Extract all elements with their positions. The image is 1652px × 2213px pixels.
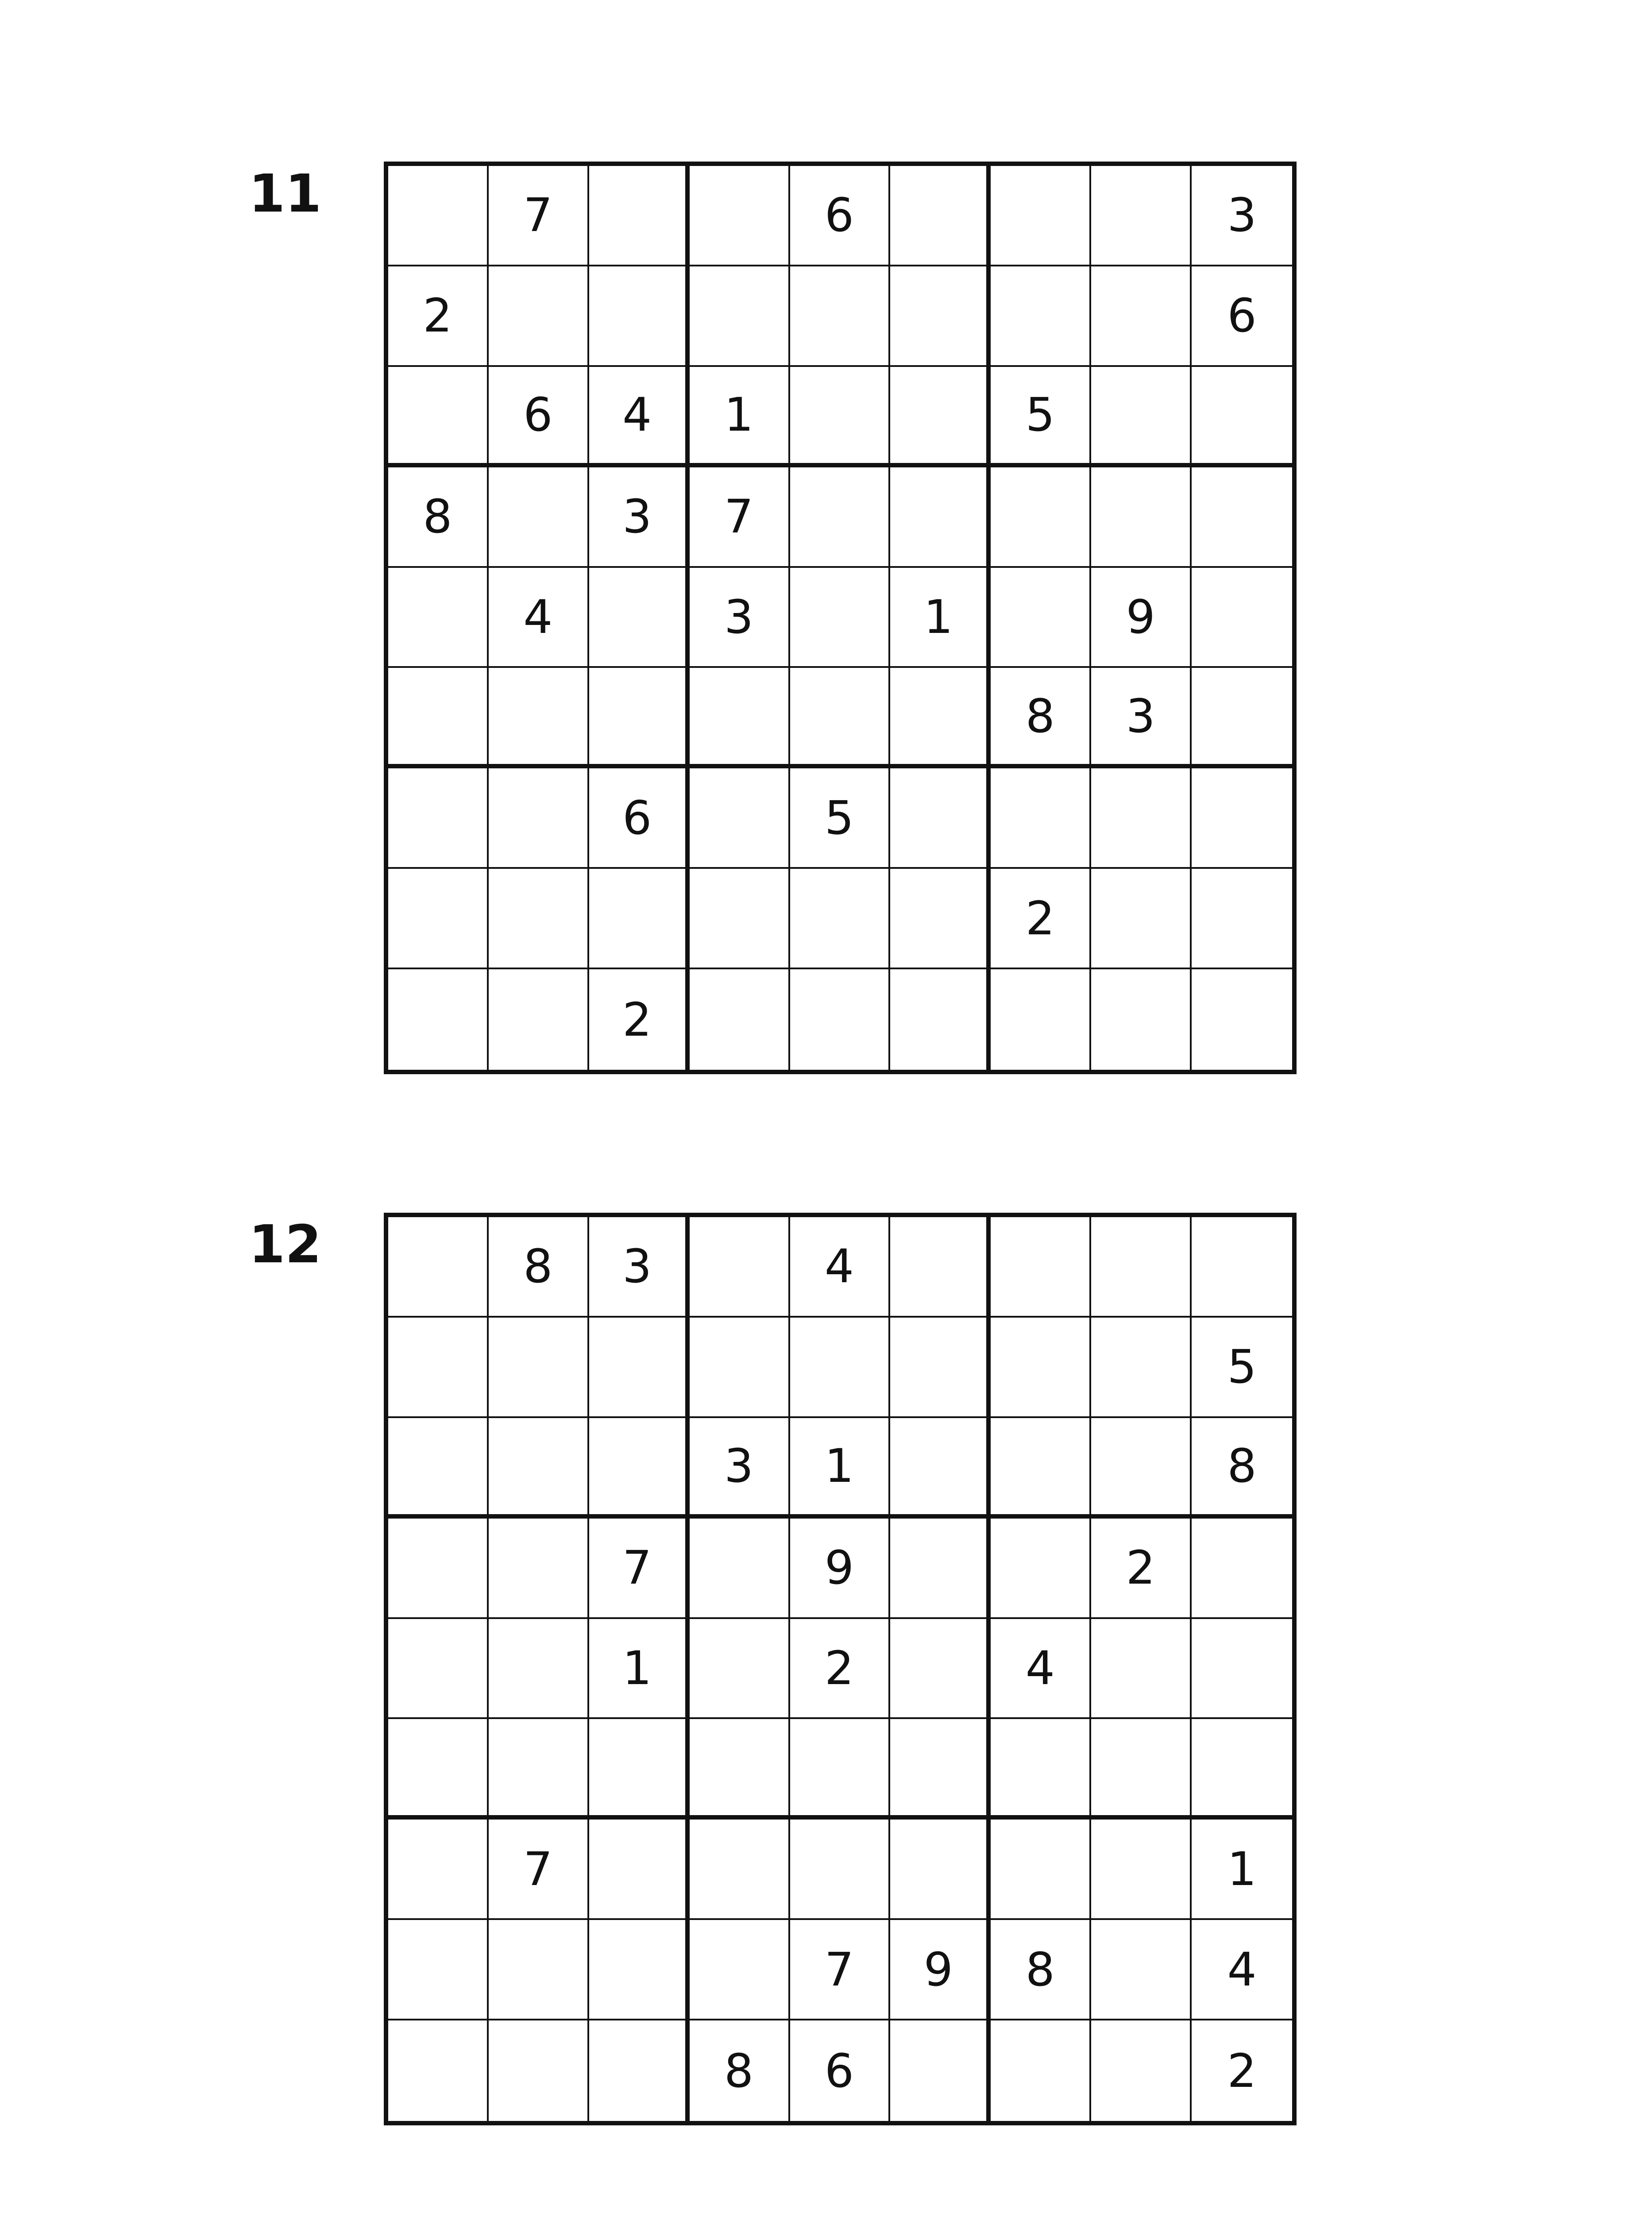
- given-cell: 9: [890, 1920, 991, 2020]
- given-cell: 6: [489, 367, 589, 467]
- empty-cell[interactable]: [1091, 1820, 1192, 1920]
- empty-cell[interactable]: [388, 568, 489, 668]
- empty-cell[interactable]: [1091, 869, 1192, 969]
- given-cell: 6: [790, 166, 891, 266]
- empty-cell[interactable]: [1091, 768, 1192, 869]
- empty-cell[interactable]: [991, 1418, 1091, 1519]
- empty-cell[interactable]: [790, 367, 891, 467]
- empty-cell[interactable]: [388, 668, 489, 768]
- sudoku-grid: [384, 162, 1297, 1074]
- given-cell: 4: [790, 1217, 891, 1318]
- empty-cell[interactable]: [890, 1619, 991, 1720]
- given-cell: 2: [589, 969, 690, 1070]
- empty-cell[interactable]: [991, 969, 1091, 1070]
- empty-cell[interactable]: [991, 1519, 1091, 1619]
- empty-cell[interactable]: [890, 1820, 991, 1920]
- empty-cell[interactable]: [790, 668, 891, 768]
- given-cell: 7: [690, 467, 790, 568]
- empty-cell[interactable]: [790, 869, 891, 969]
- empty-cell[interactable]: [1192, 568, 1292, 668]
- given-cell: 5: [1192, 1318, 1292, 1418]
- empty-cell[interactable]: [790, 568, 891, 668]
- given-cell: 8: [489, 1217, 589, 1318]
- empty-cell[interactable]: [589, 1820, 690, 1920]
- empty-cell[interactable]: [1192, 367, 1292, 467]
- empty-cell[interactable]: [388, 2020, 489, 2121]
- empty-cell[interactable]: [890, 1318, 991, 1418]
- empty-cell[interactable]: [1192, 1719, 1292, 1820]
- empty-cell[interactable]: [890, 166, 991, 266]
- given-cell: 9: [790, 1519, 891, 1619]
- empty-cell[interactable]: [489, 266, 589, 367]
- empty-cell[interactable]: [489, 1318, 589, 1418]
- empty-cell[interactable]: [1091, 1318, 1192, 1418]
- empty-cell[interactable]: [890, 2020, 991, 2121]
- empty-cell[interactable]: [388, 869, 489, 969]
- empty-cell[interactable]: [690, 668, 790, 768]
- empty-cell[interactable]: [1091, 2020, 1192, 2121]
- empty-cell[interactable]: [388, 1217, 489, 1318]
- empty-cell[interactable]: [991, 768, 1091, 869]
- given-cell: 3: [589, 1217, 690, 1318]
- empty-cell[interactable]: [991, 467, 1091, 568]
- empty-cell[interactable]: [690, 1318, 790, 1418]
- given-cell: 7: [489, 166, 589, 266]
- empty-cell[interactable]: [489, 1719, 589, 1820]
- empty-cell[interactable]: [388, 1318, 489, 1418]
- empty-cell[interactable]: [991, 568, 1091, 668]
- empty-cell[interactable]: [589, 1719, 690, 1820]
- empty-cell[interactable]: [1091, 266, 1192, 367]
- empty-cell[interactable]: [1091, 467, 1192, 568]
- given-cell: 5: [790, 768, 891, 869]
- empty-cell[interactable]: [489, 1418, 589, 1519]
- empty-cell[interactable]: [388, 768, 489, 869]
- empty-cell[interactable]: [1091, 1719, 1192, 1820]
- empty-cell[interactable]: [589, 568, 690, 668]
- given-cell: 6: [589, 768, 690, 869]
- empty-cell[interactable]: [1091, 969, 1192, 1070]
- empty-cell[interactable]: [890, 1418, 991, 1519]
- given-cell: 2: [790, 1619, 891, 1720]
- empty-cell[interactable]: [1192, 768, 1292, 869]
- given-cell: 4: [1192, 1920, 1292, 2020]
- empty-cell[interactable]: [388, 1519, 489, 1619]
- given-cell: 1: [790, 1418, 891, 1519]
- empty-cell[interactable]: [890, 869, 991, 969]
- given-cell: 4: [991, 1619, 1091, 1720]
- empty-cell[interactable]: [388, 1820, 489, 1920]
- empty-cell[interactable]: [790, 1719, 891, 1820]
- empty-cell[interactable]: [690, 1619, 790, 1720]
- empty-cell[interactable]: [388, 1719, 489, 1820]
- empty-cell[interactable]: [489, 969, 589, 1070]
- given-cell: 4: [589, 367, 690, 467]
- empty-cell[interactable]: [1091, 1418, 1192, 1519]
- given-cell: 8: [690, 2020, 790, 2121]
- empty-cell[interactable]: [589, 166, 690, 266]
- empty-cell[interactable]: [790, 266, 891, 367]
- empty-cell[interactable]: [991, 1820, 1091, 1920]
- empty-cell[interactable]: [388, 1920, 489, 2020]
- given-cell: 4: [489, 568, 589, 668]
- empty-cell[interactable]: [1192, 869, 1292, 969]
- empty-cell[interactable]: [991, 266, 1091, 367]
- empty-cell[interactable]: [589, 266, 690, 367]
- empty-cell[interactable]: [991, 2020, 1091, 2121]
- empty-cell[interactable]: [690, 1719, 790, 1820]
- empty-cell[interactable]: [1192, 1519, 1292, 1619]
- given-cell: 7: [489, 1820, 589, 1920]
- empty-cell[interactable]: [991, 1719, 1091, 1820]
- given-cell: 8: [991, 668, 1091, 768]
- given-cell: 9: [1091, 568, 1192, 668]
- given-cell: 3: [690, 568, 790, 668]
- empty-cell[interactable]: [1192, 1217, 1292, 1318]
- given-cell: 7: [589, 1519, 690, 1619]
- empty-cell[interactable]: [1192, 668, 1292, 768]
- empty-cell[interactable]: [589, 1920, 690, 2020]
- empty-cell[interactable]: [1091, 1920, 1192, 2020]
- empty-cell[interactable]: [890, 969, 991, 1070]
- empty-cell[interactable]: [589, 1418, 690, 1519]
- given-cell: 8: [991, 1920, 1091, 2020]
- empty-cell[interactable]: [1192, 969, 1292, 1070]
- empty-cell[interactable]: [388, 166, 489, 266]
- empty-cell[interactable]: [1192, 467, 1292, 568]
- given-cell: 2: [991, 869, 1091, 969]
- given-cell: 2: [1091, 1519, 1192, 1619]
- given-cell: 2: [388, 266, 489, 367]
- empty-cell[interactable]: [890, 668, 991, 768]
- given-cell: 3: [589, 467, 690, 568]
- empty-cell[interactable]: [1192, 1619, 1292, 1720]
- puzzle-number: 11: [249, 163, 322, 224]
- sudoku-grid: [384, 1213, 1297, 2125]
- given-cell: 3: [690, 1418, 790, 1519]
- empty-cell[interactable]: [690, 166, 790, 266]
- given-cell: 1: [1192, 1820, 1292, 1920]
- empty-cell[interactable]: [589, 869, 690, 969]
- empty-cell[interactable]: [890, 1519, 991, 1619]
- empty-cell[interactable]: [890, 467, 991, 568]
- given-cell: 7: [790, 1920, 891, 2020]
- given-cell: 2: [1227, 2043, 1257, 2098]
- empty-cell[interactable]: [890, 1217, 991, 1318]
- given-cell: 6: [1192, 266, 1292, 367]
- puzzle-number: 12: [249, 1214, 322, 1275]
- empty-cell[interactable]: [790, 1318, 891, 1418]
- empty-cell[interactable]: [690, 1217, 790, 1318]
- empty-cell[interactable]: [388, 1619, 489, 1720]
- given-cell: 3: [1192, 166, 1292, 266]
- empty-cell[interactable]: [489, 768, 589, 869]
- empty-cell[interactable]: [690, 768, 790, 869]
- empty-cell[interactable]: [1091, 1217, 1192, 1318]
- empty-cell[interactable]: [690, 1519, 790, 1619]
- empty-cell[interactable]: [690, 1920, 790, 2020]
- empty-cell[interactable]: [489, 668, 589, 768]
- empty-cell[interactable]: [790, 467, 891, 568]
- empty-cell[interactable]: [489, 2020, 589, 2121]
- given-cell: 1: [589, 1619, 690, 1720]
- empty-cell[interactable]: [890, 367, 991, 467]
- empty-cell[interactable]: [690, 969, 790, 1070]
- empty-cell[interactable]: [1091, 1619, 1192, 1720]
- empty-cell[interactable]: [690, 869, 790, 969]
- empty-cell[interactable]: [1091, 367, 1192, 467]
- given-cell: 1: [690, 367, 790, 467]
- empty-cell[interactable]: [890, 266, 991, 367]
- empty-cell[interactable]: [388, 367, 489, 467]
- empty-cell[interactable]: [890, 768, 991, 869]
- empty-cell[interactable]: [489, 467, 589, 568]
- empty-cell[interactable]: [991, 1217, 1091, 1318]
- empty-cell[interactable]: [790, 969, 891, 1070]
- empty-cell[interactable]: [991, 1318, 1091, 1418]
- empty-cell[interactable]: [388, 969, 489, 1070]
- empty-cell[interactable]: [589, 668, 690, 768]
- empty-cell[interactable]: [890, 1719, 991, 1820]
- empty-cell[interactable]: [388, 1418, 489, 1519]
- empty-cell[interactable]: [790, 1820, 891, 1920]
- empty-cell[interactable]: [589, 2020, 690, 2121]
- given-cell: 5: [991, 367, 1091, 467]
- given-cell: 1: [890, 568, 991, 668]
- empty-cell[interactable]: [489, 1920, 589, 2020]
- given-cell: 8: [388, 467, 489, 568]
- empty-cell[interactable]: [489, 869, 589, 969]
- empty-cell[interactable]: [690, 1820, 790, 1920]
- empty-cell[interactable]: [991, 166, 1091, 266]
- empty-cell[interactable]: [489, 1519, 589, 1619]
- empty-cell[interactable]: [690, 266, 790, 367]
- given-cell: 8: [1192, 1418, 1292, 1519]
- empty-cell[interactable]: [489, 1619, 589, 1720]
- given-cell: 3: [1091, 668, 1192, 768]
- given-cell: 6: [790, 2020, 891, 2121]
- empty-cell[interactable]: [589, 1318, 690, 1418]
- empty-cell[interactable]: [1091, 166, 1192, 266]
